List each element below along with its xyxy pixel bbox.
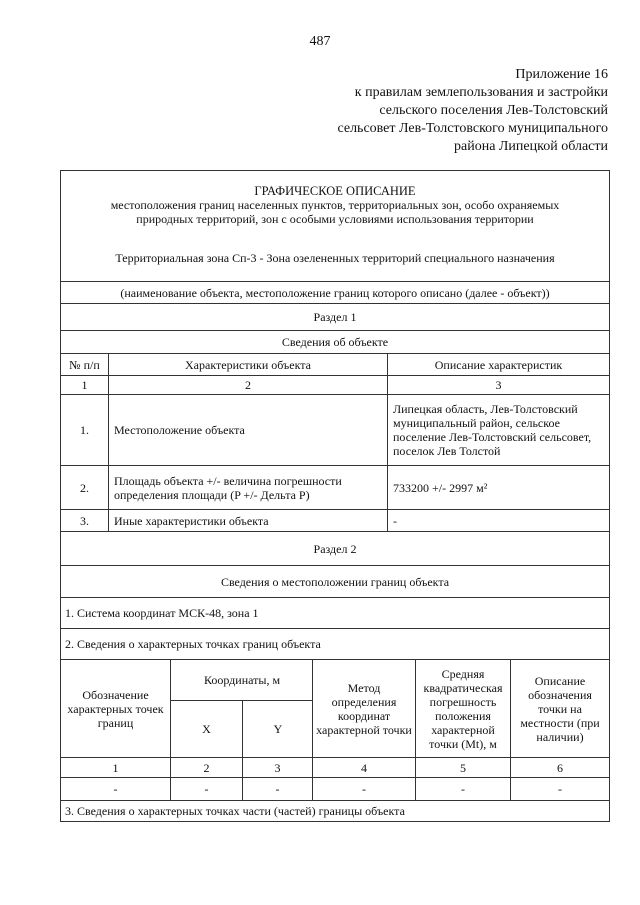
table-cell: - [313,778,416,800]
points-number-row [61,758,609,778]
row-characteristic: Площадь объекта +/- величина погрешности определения площади (P +/- Дельта P) [109,466,388,509]
column-header: Характеристики объекта [109,354,388,375]
row-description: - [393,513,397,528]
row-characteristic: Местоположение объекта [109,395,388,465]
table-cell: - [171,778,243,800]
section2-subtitle: Сведения о местоположении границ объекта [220,574,450,589]
section2-title: Раздел 2 [313,541,357,556]
section1-header-row [61,354,609,376]
appendix-line: сельсовет Лев-Толстовского муниципального [337,121,608,136]
section1-subtitle-row [61,331,609,354]
appendix-line: Приложение 16 [515,67,608,82]
zone-name: Территориальная зона Сп-3 - Зона озелененных территорий специального назначения [115,251,555,265]
row-characteristic: Иные характеристики объекта [109,510,388,531]
table-row [61,466,609,510]
table-cell: - [243,778,313,800]
points-title: 2. Сведения о характерных точках границ объекта [65,637,321,651]
section1-title: Раздел 1 [313,310,357,324]
column-header: Обозначение характерных точек границ [61,660,171,757]
column-number: 1 [61,376,109,394]
column-header: № п/п [61,354,109,375]
naming-note: (наименование объекта, местоположение границ которого описано (далее - объект)) [120,285,550,300]
document-title: ГРАФИЧЕСКОЕ ОПИСАНИЕ [254,184,416,198]
section2-title-row [61,532,609,566]
column-number: 4 [313,758,416,777]
row-description: 733200 +/- 2997 м² [393,480,488,495]
row-number: 1. [61,395,109,465]
points-header-row [61,660,609,758]
column-header: Описание обозначения точки на местности (при наличии) [520,673,600,744]
appendix-note [188,66,608,156]
column-number: 1 [61,758,171,777]
column-header: Координаты, м [203,672,281,687]
column-header: X [171,701,243,758]
column-number: 3 [495,378,502,392]
row-number: 2. [61,466,109,509]
table-row [61,778,609,801]
page-number: 487 [309,34,331,49]
appendix-line: к правилам землепользования и застройки [354,85,608,100]
column-number: 3 [243,758,313,777]
header-block [61,171,609,282]
parts-title: 3. Сведения о характерных точках части (частей) границы объекта [65,804,405,818]
section1-title-row [61,304,609,331]
column-number: 2 [171,758,243,777]
naming-note-row [61,282,609,304]
section1-number-row [61,376,609,395]
column-number: 6 [557,760,563,775]
row-number: 3. [61,510,109,531]
column-number: 2 [109,376,388,394]
column-number: 5 [416,758,511,777]
section1-subtitle: Сведения об объекте [281,335,389,349]
table-cell: - [416,778,511,800]
section2-subtitle-row [61,566,609,598]
column-header: Описание характеристик [434,357,563,372]
appendix-line: сельского поселения Лев-Толстовский [379,103,608,118]
coord-system: 1. Система координат МСК-48, зона 1 [65,606,259,620]
appendix-line: района Липецкой области [454,139,608,154]
coord-system-row [61,598,609,629]
column-header: Y [273,722,283,736]
graphic-description-table [60,170,610,822]
points-title-row [61,629,609,660]
table-cell: - [558,782,562,796]
row-description: Липецкая область, Лев-Толстовский муниципальный район, сельское поселение Лев-Толстовский сельсовет, поселок Лев Толстой [393,402,592,458]
document-subtitle: природных территорий, зон с особыми условиями использования территории [136,212,534,226]
table-row [61,510,609,532]
table-cell: - [61,778,171,800]
column-header: Метод определения координат характерной точки [313,660,416,757]
column-header: Средняя квадратическая погрешность положения характерной точки (Mt), м [416,660,511,757]
table-row [61,395,609,466]
document-subtitle: местоположения границ населенных пунктов, территориальных зон, особо охраняемых [110,198,560,212]
parts-title-row [61,801,609,821]
